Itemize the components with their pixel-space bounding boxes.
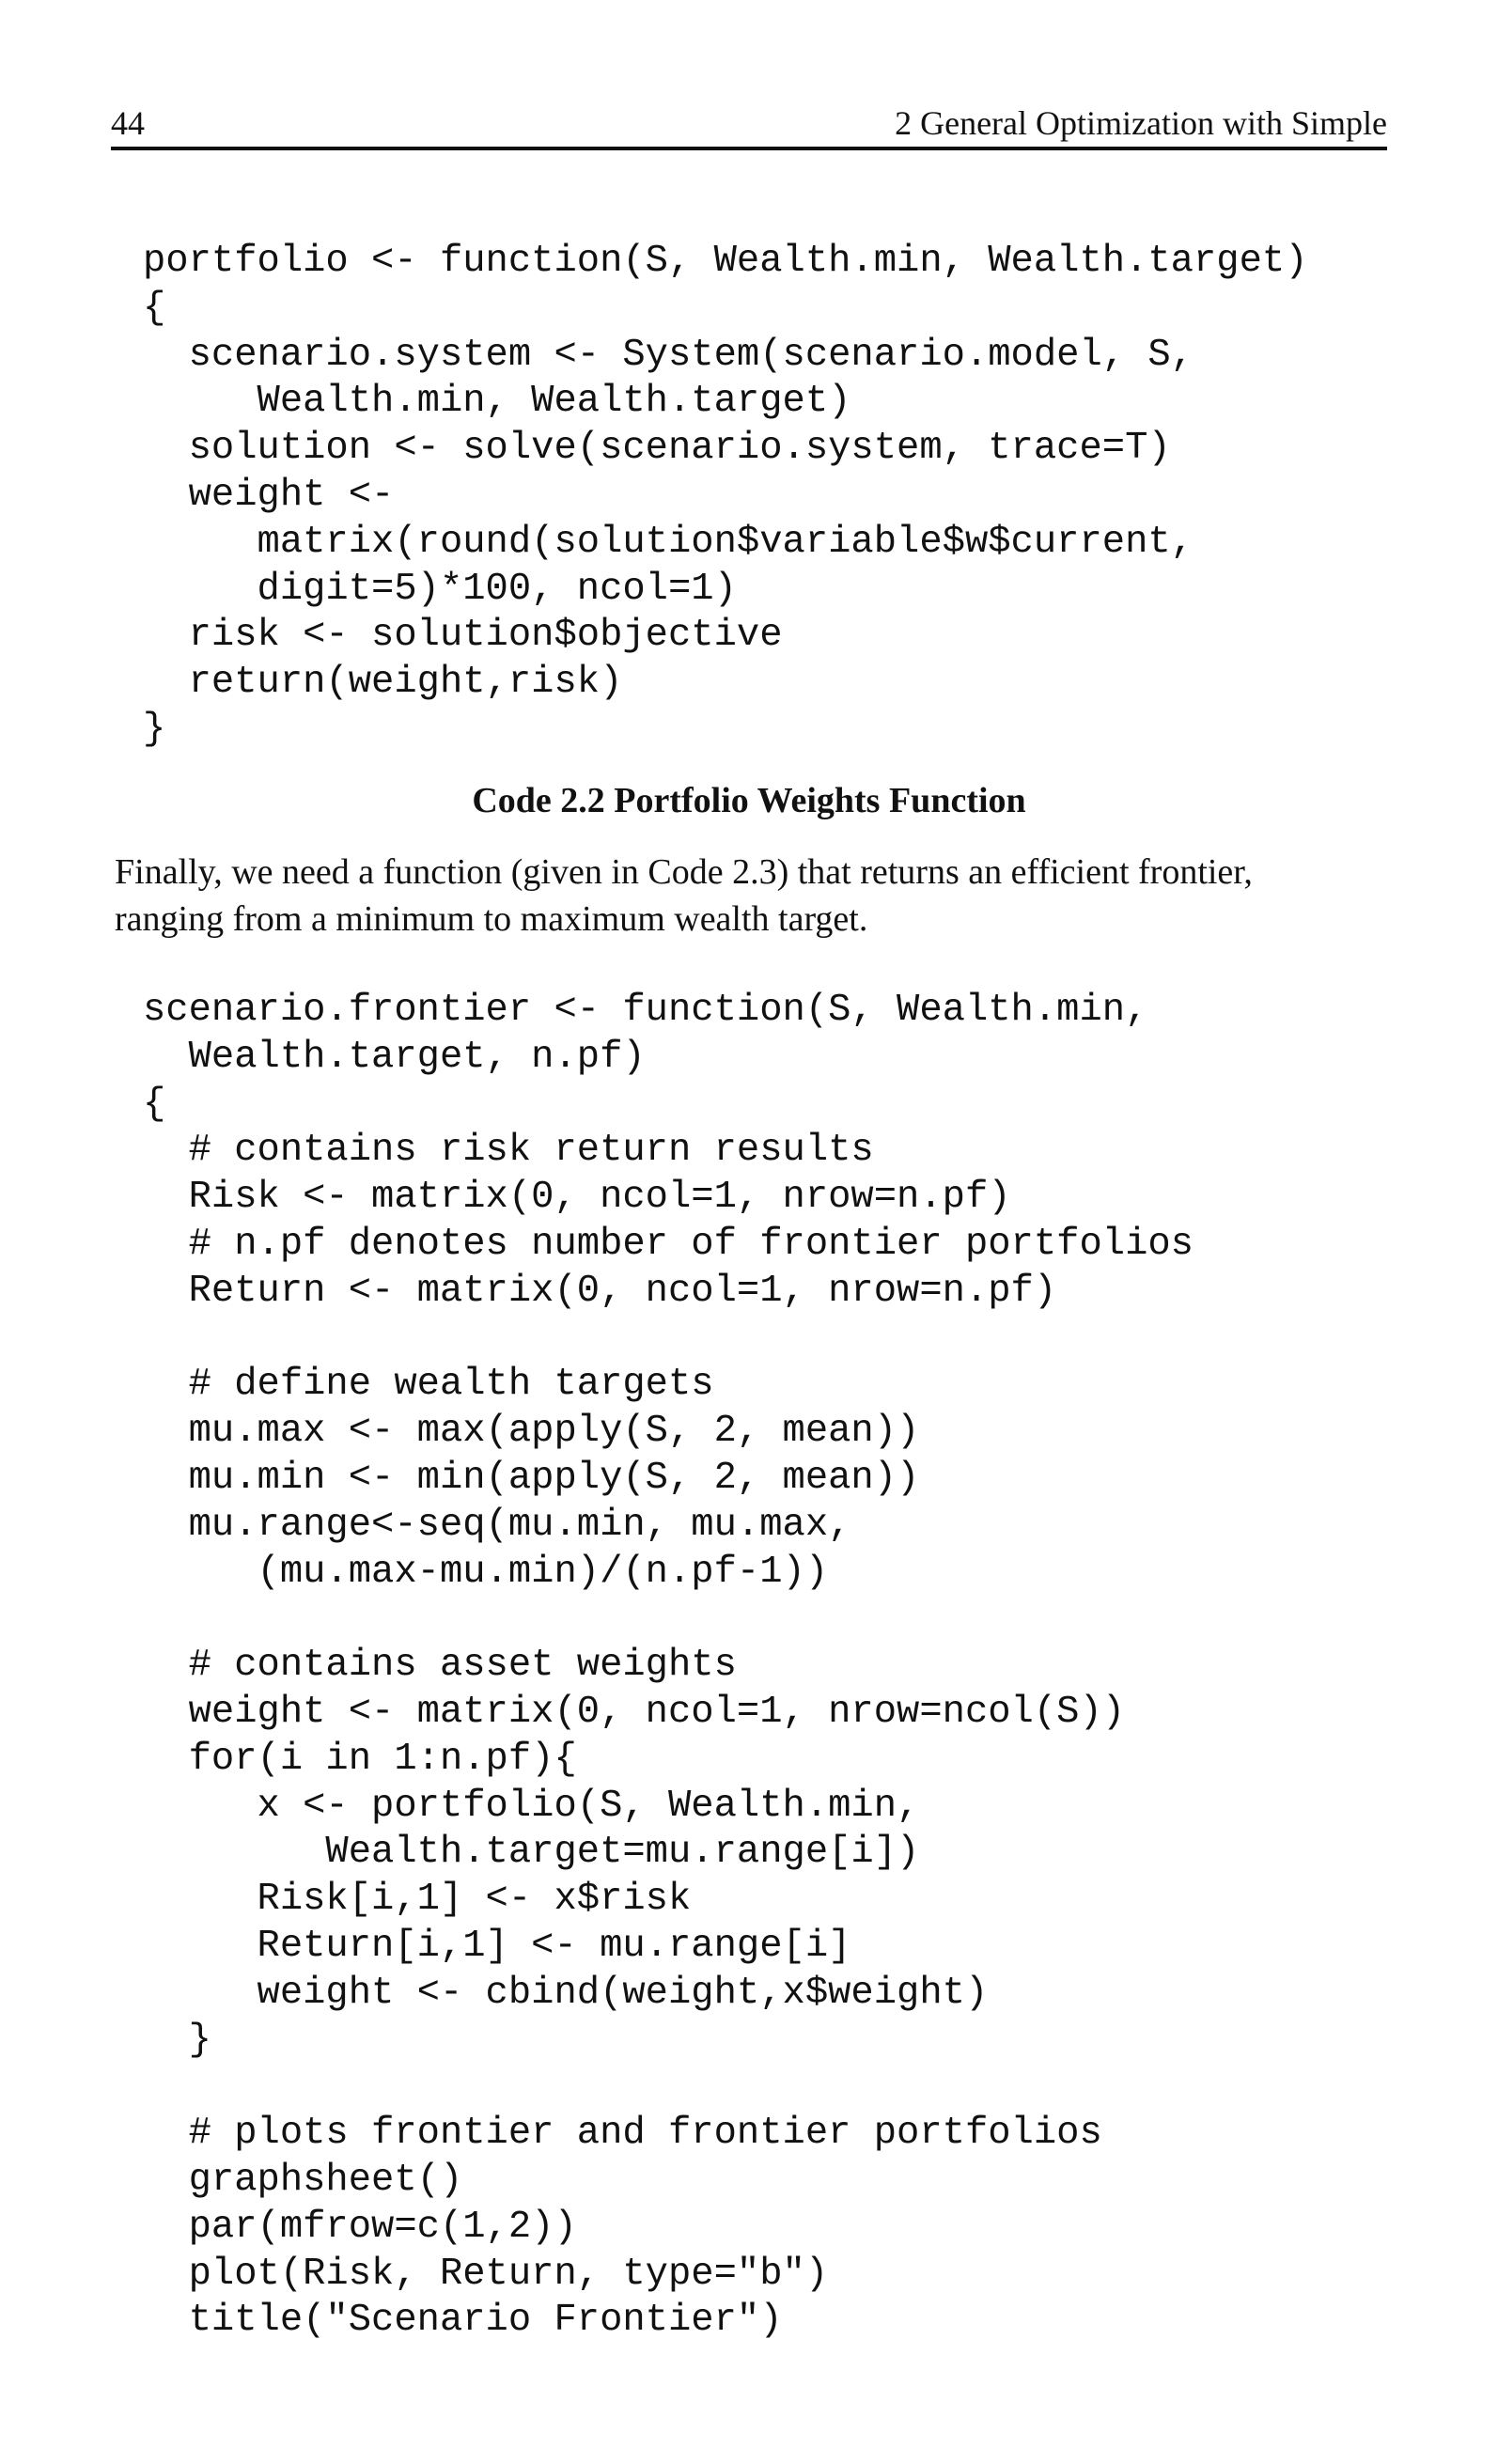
code-block-scenario-frontier xyxy=(143,988,1194,2345)
code-line: # define wealth targets xyxy=(143,1363,714,1407)
page-number: 44 xyxy=(111,104,145,142)
paragraph-line: ranging from a minimum to maximum wealth target. xyxy=(115,899,868,939)
code-line: Return[i,1] <- mu.range[i] xyxy=(143,1924,851,1968)
code-line: } xyxy=(143,2018,211,2062)
code-block-portfolio xyxy=(143,239,1308,754)
code-line: { xyxy=(143,286,166,330)
body-paragraph xyxy=(115,849,1393,943)
running-head: 2 General Optimization with Simple xyxy=(895,104,1387,142)
code-line: portfolio <- function(S, Wealth.min, Wealth.target) xyxy=(143,240,1308,283)
code-line: # contains asset weights xyxy=(143,1644,737,1688)
code-line: mu.max <- max(apply(S, 2, mean)) xyxy=(143,1410,920,1454)
code-line: Risk[i,1] <- x$risk xyxy=(143,1878,692,1922)
code-line: solution <- solve(scenario.system, trace=T) xyxy=(143,427,1171,471)
code-line: scenario.frontier <- function(S, Wealth.min, xyxy=(143,989,1148,1032)
code-line: weight <- xyxy=(143,473,395,517)
code-line: weight <- matrix(0, ncol=1, nrow=ncol(S)) xyxy=(143,1690,1126,1734)
code-line: Return <- matrix(0, ncol=1, nrow=n.pf) xyxy=(143,1269,1057,1313)
code-line: Risk <- matrix(0, ncol=1, nrow=n.pf) xyxy=(143,1176,1011,1220)
code-line: (mu.max-mu.min)/(n.pf-1)) xyxy=(143,1550,829,1594)
code-line: Wealth.target, n.pf) xyxy=(143,1035,646,1079)
code-line xyxy=(143,2064,1194,2111)
code-line: mu.min <- min(apply(S, 2, mean)) xyxy=(143,1456,920,1500)
code-line: } xyxy=(143,707,166,751)
code-line: scenario.system <- System(scenario.model, S, xyxy=(143,333,1194,377)
code-line: Wealth.min, Wealth.target) xyxy=(143,380,851,424)
code-line xyxy=(143,1596,1194,1643)
code-line: # contains risk return results xyxy=(143,1129,874,1173)
code-line: # plots frontier and frontier portfolios xyxy=(143,2112,1102,2156)
code-line: matrix(round(solution$variable$w$current, xyxy=(143,520,1194,564)
code-line: weight <- cbind(weight,x$weight) xyxy=(143,1971,989,2015)
code-line: graphsheet() xyxy=(143,2158,463,2202)
code-line: for(i in 1:n.pf){ xyxy=(143,1737,577,1781)
page-header xyxy=(111,100,1387,150)
code-line: mu.range<-seq(mu.min, mu.max, xyxy=(143,1503,851,1547)
code-line: x <- portfolio(S, Wealth.min, xyxy=(143,1784,920,1828)
code-line: return(weight,risk) xyxy=(143,661,623,705)
code-line xyxy=(143,1316,1194,1363)
code-line: digit=5)*100, ncol=1) xyxy=(143,567,737,611)
code-line: risk <- solution$objective xyxy=(143,614,783,658)
paragraph-line: Finally, we need a function (given in Code 2.3) that returns an efficient frontier, xyxy=(115,852,1253,892)
code-line: { xyxy=(143,1082,166,1126)
code-line: plot(Risk, Return, type="b") xyxy=(143,2252,829,2296)
code-line: title("Scenario Frontier") xyxy=(143,2299,783,2343)
code-line: # n.pf denotes number of frontier portfolios xyxy=(143,1222,1194,1266)
code-line: par(mfrow=c(1,2)) xyxy=(143,2205,577,2249)
code-line: Wealth.target=mu.range[i]) xyxy=(143,1831,920,1875)
code-caption: Code 2.2 Portfolio Weights Function xyxy=(472,781,1026,820)
